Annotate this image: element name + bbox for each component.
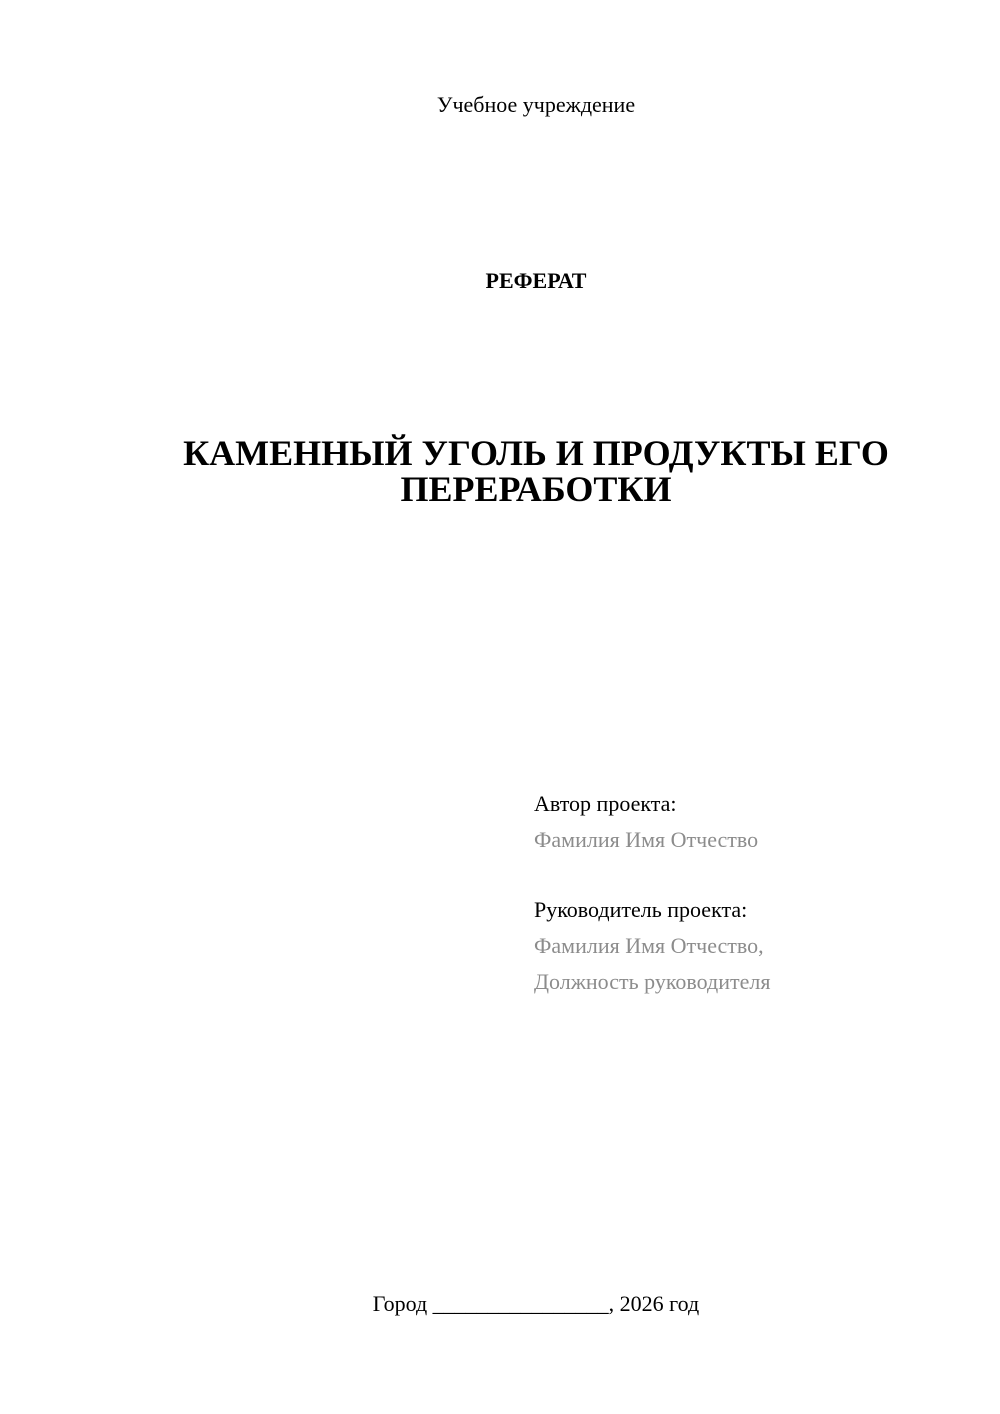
author-label: Автор проекта:: [534, 791, 677, 816]
document-type: РЕФЕРАТ: [485, 268, 587, 293]
credits-block: [534, 786, 974, 1000]
author-name: Фамилия Имя Отчество: [534, 827, 759, 852]
city-year-footer: Город ________________, 2026 год: [372, 1291, 700, 1316]
credits-spacer: [534, 858, 974, 892]
topic-title-line-1: КАМЕННЫЙ УГОЛЬ И ПРОДУКТЫ ЕГО: [183, 433, 889, 473]
supervisor-label: Руководитель проекта:: [534, 897, 748, 922]
institution-name: Учебное учреждение: [436, 92, 636, 117]
supervisor-name: Фамилия Имя Отчество,: [534, 933, 764, 958]
topic-title-line-2: ПЕРЕРАБОТКИ: [400, 469, 672, 509]
supervisor-position: Должность руководителя: [534, 969, 771, 994]
topic-title: [100, 435, 972, 507]
